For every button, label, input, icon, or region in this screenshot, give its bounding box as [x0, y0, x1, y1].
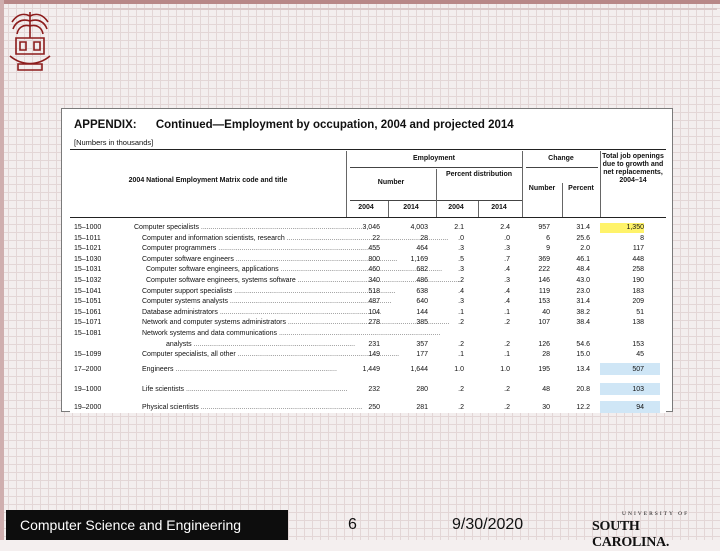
occupation-code: 17–2000 [74, 366, 102, 373]
value-cp: 23.0 [576, 287, 590, 295]
value-p04: .4 [458, 287, 464, 295]
table-row [70, 287, 666, 297]
table-row [70, 350, 666, 360]
department-label: Computer Science and Engineering [6, 510, 288, 540]
table-row [70, 403, 666, 413]
occupation-title: Physical scientists ..... [142, 403, 352, 413]
value-p14: .2 [504, 404, 510, 411]
value-n04: 231 [368, 340, 380, 348]
occupation-code: 15–1071 [74, 319, 102, 327]
value-jobs: 117 [632, 245, 644, 253]
table-row [70, 223, 666, 233]
occupation-title: Computer support specialists ..... [142, 287, 352, 297]
table-row [70, 329, 666, 339]
table-row [70, 276, 666, 286]
occupation-title: Computer programmers ..... [142, 244, 352, 254]
value-p14: .3 [504, 245, 510, 253]
occupation-title: Computer specialists, all other ..... [142, 350, 352, 360]
value-cp: 48.4 [576, 266, 590, 274]
col-divider [388, 201, 389, 217]
value-n04: 232 [368, 386, 380, 393]
value-n04: 340 [368, 277, 380, 284]
occupation-code: 15–1099 [74, 351, 102, 359]
col-divider [346, 151, 347, 217]
value-n14: 682 [416, 266, 428, 274]
value-p14: .7 [504, 255, 510, 263]
value-cn: 28 [542, 351, 550, 359]
value-cn: 153 [538, 298, 550, 306]
value-p14: .1 [504, 308, 510, 316]
value-n14: 486 [416, 277, 428, 284]
value-p04: .1 [458, 308, 464, 316]
value-p14: .1 [504, 351, 510, 359]
value-p04: .3 [458, 298, 464, 306]
value-p14: .2 [504, 386, 510, 393]
value-cn: 126 [538, 340, 550, 348]
occupation-code: 15–1000 [74, 224, 102, 231]
value-jobs: 8 [640, 234, 644, 242]
value-cp: 38.2 [576, 308, 590, 316]
value-p04: .3 [458, 245, 464, 253]
value-cp: 13.4 [576, 366, 590, 373]
value-cn: 119 [538, 287, 550, 295]
value-n14: 640 [416, 298, 428, 306]
table-row [70, 340, 666, 350]
matrix-header: 2004 National Employment Matrix code and title [128, 177, 288, 184]
value-jobs: 448 [632, 255, 644, 263]
value-cn: 369 [538, 255, 550, 263]
value-n04: 104 [368, 308, 380, 316]
percent-distribution-header: Percent distribution [445, 171, 513, 178]
value-n04: 1,449 [362, 366, 380, 373]
header-bottom-rule [70, 217, 666, 218]
value-cp: 54.6 [576, 340, 590, 348]
value-jobs: 258 [632, 266, 644, 274]
value-cp: 20.8 [576, 386, 590, 393]
table-row [70, 297, 666, 307]
value-cn: 30 [542, 404, 550, 411]
value-p04: .2 [458, 277, 464, 284]
value-jobs: 183 [632, 287, 644, 295]
table-row [70, 365, 666, 375]
table-row [70, 265, 666, 275]
occupation-title: Database administrators ..... [142, 308, 352, 318]
occupation-code: 19–2000 [74, 404, 102, 411]
col-divider [562, 183, 563, 217]
value-cp: 31.4 [576, 298, 590, 306]
value-jobs: 190 [632, 277, 644, 284]
value-p04: .2 [458, 404, 464, 411]
value-cn: 40 [542, 308, 550, 316]
value-n14: 1,644 [410, 366, 428, 373]
table-row [70, 234, 666, 244]
col-divider [478, 201, 479, 217]
value-p04: .2 [458, 386, 464, 393]
value-p14: .0 [504, 234, 510, 242]
occupation-title: Computer and information scientists, research ..... [142, 234, 352, 244]
value-p14: .2 [504, 340, 510, 348]
value-jobs: 209 [632, 298, 644, 306]
value-cp: 2.0 [580, 245, 590, 253]
page-number: 6 [348, 516, 357, 533]
value-cn: 957 [538, 224, 550, 231]
header-divider [82, 8, 717, 10]
value-p04: .0 [458, 234, 464, 242]
value-n04: 460 [368, 266, 380, 274]
value-n14: 144 [416, 308, 428, 316]
usc-logo [592, 511, 714, 550]
occupation-code: 19–1000 [74, 386, 102, 393]
year-2014-number: 2014 [403, 204, 419, 211]
value-n04: 455 [368, 245, 380, 253]
employment-rule [350, 167, 522, 168]
value-p04: 2.1 [454, 224, 464, 231]
value-n14: 4,003 [410, 224, 428, 231]
value-jobs: 138 [632, 319, 644, 327]
occupation-code: 15–1051 [74, 298, 102, 306]
top-border [0, 0, 720, 4]
value-n14: 28 [420, 234, 428, 242]
col-divider [600, 151, 601, 217]
value-n14: 638 [416, 287, 428, 295]
occupation-title: Computer software engineers ..... [142, 255, 352, 265]
value-n04: 518 [368, 287, 380, 295]
table-row [70, 318, 666, 328]
value-cn: 107 [538, 319, 550, 327]
value-n04: 3,046 [362, 224, 380, 231]
value-p14: .4 [504, 266, 510, 274]
value-jobs: 1,350 [600, 223, 644, 233]
slide-date: 9/30/2020 [452, 516, 524, 533]
value-p04: .3 [458, 266, 464, 274]
occupation-code: 15–1031 [74, 266, 102, 274]
value-n04: 800 [368, 255, 380, 263]
value-p14: 2.4 [500, 224, 510, 231]
year-2004-percent: 2004 [448, 204, 464, 211]
value-p14: .3 [504, 277, 510, 284]
change-rule [526, 167, 598, 168]
logo-university-text: UNIVERSITY OF [622, 511, 690, 517]
table-row [70, 244, 666, 254]
value-cp: 12.2 [576, 404, 590, 411]
value-jobs: 45 [636, 351, 644, 359]
occupation-code: 15–1041 [74, 287, 102, 295]
value-cp: 38.4 [576, 319, 590, 327]
value-jobs: 51 [636, 308, 644, 316]
left-border [0, 0, 4, 540]
change-number-header: Number [528, 185, 556, 192]
header-top-rule [70, 149, 666, 150]
value-cn: 146 [538, 277, 550, 284]
value-n14: 177 [416, 351, 428, 359]
employment-header: Employment [412, 155, 455, 162]
value-n14: 464 [416, 245, 428, 253]
value-n14: 280 [416, 386, 428, 393]
value-n04: 250 [368, 404, 380, 411]
appendix-label: APPENDIX: [74, 119, 137, 131]
value-cn: 195 [538, 366, 550, 373]
occupation-title: Computer software engineers, applications ..... [146, 265, 356, 275]
value-n14: 357 [416, 340, 428, 348]
occupation-code: 15–1061 [74, 308, 102, 316]
occupation-code: 15–1032 [74, 277, 102, 284]
value-p04: .1 [458, 351, 464, 359]
value-p04: .2 [458, 319, 464, 327]
occupation-title: Engineers ..... [142, 365, 352, 375]
col-divider [436, 169, 437, 217]
units-note: [Numbers in thousands] [74, 138, 154, 147]
occupation-code: 15–1021 [74, 245, 102, 253]
occupation-code: 15–1030 [74, 255, 102, 263]
value-n04: 487 [368, 298, 380, 306]
occupation-code: 15–1081 [74, 330, 102, 337]
occupation-title: Network and computer systems administrators ..... [142, 318, 352, 328]
change-percent-header: Percent [568, 185, 594, 192]
value-p14: .4 [504, 287, 510, 295]
occupation-code: 15–1011 [74, 234, 101, 242]
value-cn: 6 [546, 234, 550, 242]
value-cp: 31.4 [576, 224, 590, 231]
value-cp: 43.0 [576, 277, 590, 284]
value-jobs: 153 [632, 340, 644, 348]
year-2014-percent: 2014 [491, 204, 507, 211]
number-header: Number [377, 179, 405, 186]
value-p14: .2 [504, 319, 510, 327]
col-divider [522, 151, 523, 217]
value-p14: .4 [504, 298, 510, 306]
occupation-title: Computer systems analysts ..... [142, 297, 352, 307]
value-p04: .2 [458, 340, 464, 348]
value-n04: 278 [368, 319, 380, 327]
value-p04: .5 [458, 255, 464, 263]
change-header: Change [548, 155, 574, 162]
employment-table-figure [61, 108, 673, 412]
value-p04: 1.0 [454, 366, 464, 373]
value-cn: 9 [546, 245, 550, 253]
table-row [70, 385, 666, 395]
value-jobs: 94 [636, 404, 644, 411]
value-cp: 15.0 [576, 351, 590, 359]
value-p14: 1.0 [500, 366, 510, 373]
job-openings-header: Total job openings due to growth and net replacements, 2004–14 [602, 153, 664, 185]
occupation-title: Network systems and data communications ..... [142, 329, 352, 339]
university-seal-icon [6, 8, 54, 74]
value-n14: 281 [416, 404, 428, 411]
value-cp: 46.1 [576, 255, 590, 263]
figure-title-text: Continued—Employment by occupation, 2004 and projected 2014 [155, 119, 514, 131]
occupation-title: Computer specialists ..... [134, 223, 344, 233]
occupation-title: analysts ..... [166, 340, 376, 350]
value-jobs: 103 [632, 386, 644, 393]
value-cn: 222 [538, 266, 550, 274]
figure-title [74, 119, 514, 131]
table-row [70, 308, 666, 318]
occupation-title: Computer software engineers, systems software ..... [146, 276, 356, 286]
value-cn: 48 [542, 386, 550, 393]
table-row [70, 255, 666, 265]
value-n04: 149 [368, 351, 380, 359]
occupation-title: Life scientists ..... [142, 385, 352, 395]
value-n14: 1,169 [410, 255, 428, 263]
value-n14: 385 [416, 319, 428, 327]
year-2004-number: 2004 [358, 204, 374, 211]
logo-south-carolina-text: SOUTH CAROLINA. [592, 519, 670, 550]
value-n04: 22 [372, 234, 380, 242]
value-jobs: 507 [632, 366, 644, 373]
value-cp: 25.6 [576, 234, 590, 242]
